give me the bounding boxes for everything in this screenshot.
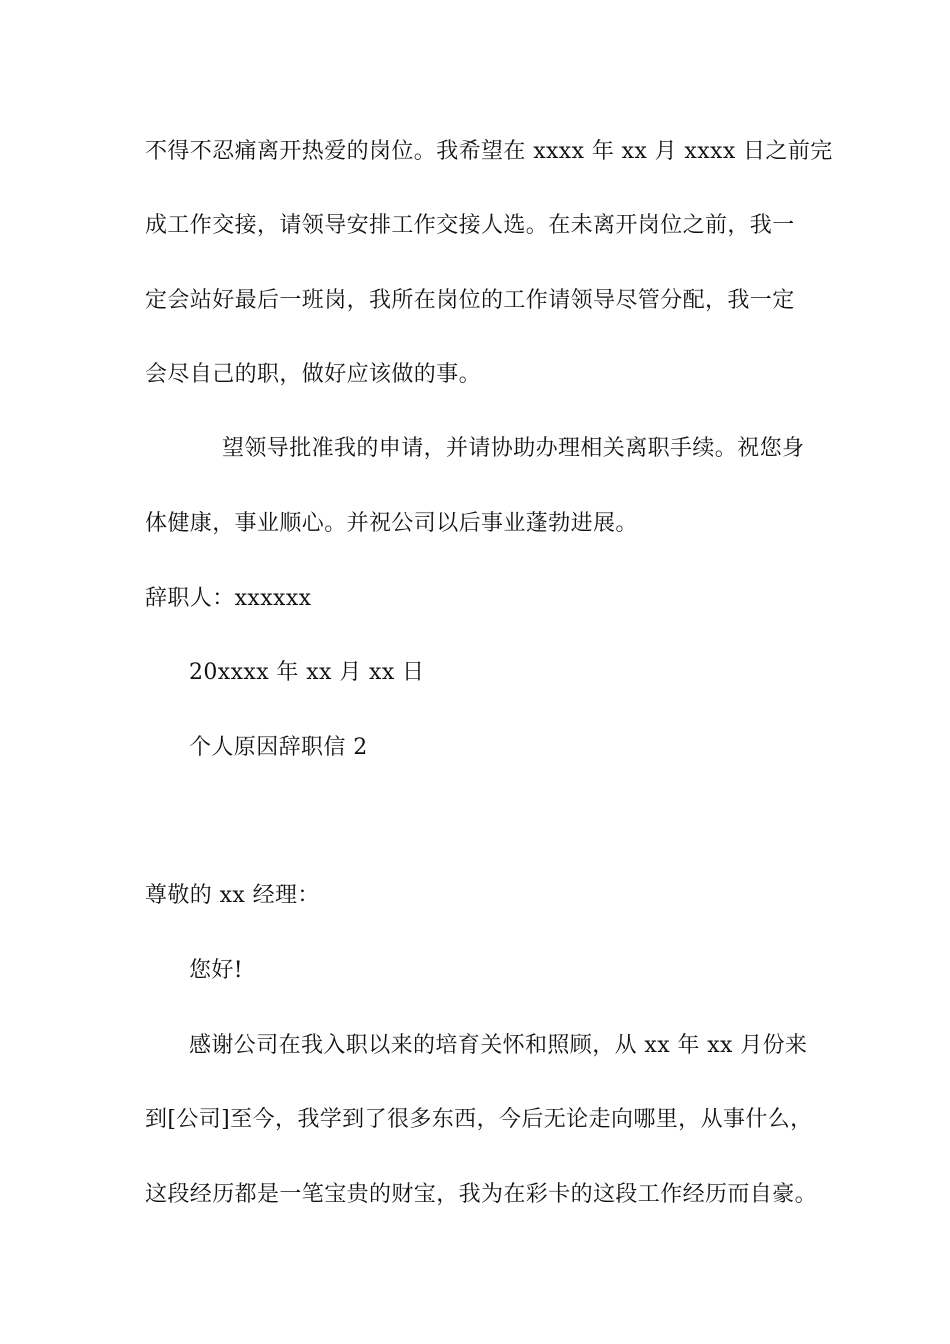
paragraph-1-line-2: 成工作交接，请领导安排工作交接人选。在未离开岗位之前，我一: [145, 213, 795, 238]
signer-line: 辞职人：xxxxxx: [145, 586, 312, 611]
letter-2-body-line-1: 感谢公司在我入职以来的培育关怀和照顾，从 xx 年 xx 月份来: [189, 1033, 808, 1058]
greeting: 您好!: [189, 958, 244, 983]
paragraph-2-line-1: 望领导批准我的申请，并请协助办理相关离职手续。祝您身: [222, 436, 805, 461]
letter-2-body-line-3: 这段经历都是一笔宝贵的财宝，我为在彩卡的这段工作经历而自豪。: [145, 1182, 818, 1207]
letter-2-body-line-2: 到[公司]至今，我学到了很多东西，今后无论走向哪里，从事什么，: [145, 1107, 813, 1132]
paragraph-1-line-3: 定会站好最后一班岗，我所在岗位的工作请领导尽管分配，我一定: [145, 288, 795, 313]
date-line: 20xxxx 年 xx 月 xx 日: [189, 660, 425, 685]
paragraph-1-line-4: 会尽自己的职，做好应该做的事。: [145, 362, 482, 387]
paragraph-1-line-1: 不得不忍痛离开热爱的岗位。我希望在 xxxx 年 xx 月 xxxx 日之前完: [145, 139, 833, 164]
letter-2-title: 个人原因辞职信 2: [189, 735, 368, 760]
paragraph-2-line-2: 体健康，事业顺心。并祝公司以后事业蓬勃进展。: [145, 511, 638, 536]
salutation: 尊敬的 xx 经理：: [145, 883, 320, 908]
